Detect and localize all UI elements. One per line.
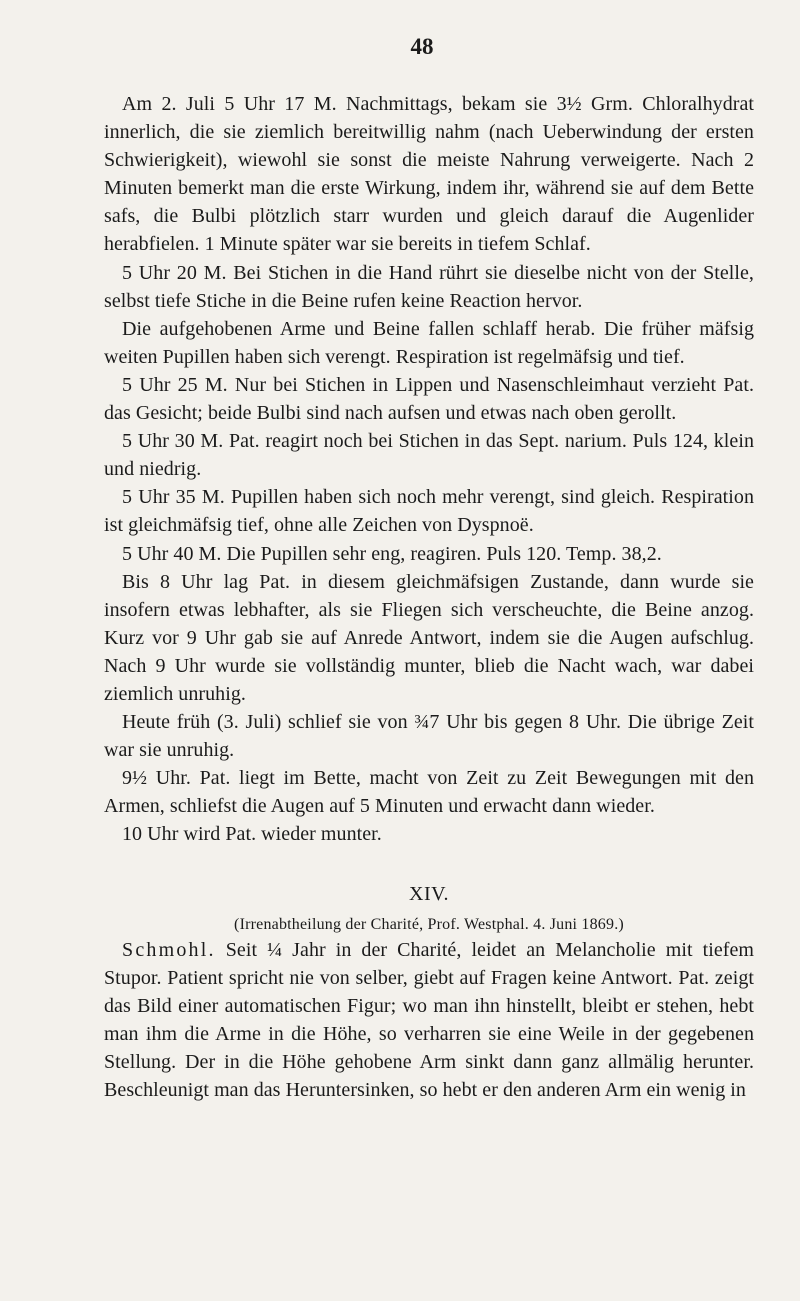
paragraph: 10 Uhr wird Pat. wieder munter. [122,823,382,846]
section-heading: XIV. [409,882,449,905]
paragraph: 5 Uhr 25 M. Nur bei Stichen in Lippen und Nasenschleimhaut verzieht Pat. das Gesicht; beide Bulbi sind nach aufsen und etwas nach oben gerollt. [104,373,754,425]
section-subheading: (Irrenabtheilung der Charité, Prof. Westphal. 4. Juni 1869.) [234,915,624,933]
paragraph: 5 Uhr 35 M. Pupillen haben sich noch mehr verengt, sind gleich. Respiration ist gleichmäfsig tief, ohne alle Zeichen von Dyspnoë. [104,486,754,537]
paragraph: 5 Uhr 20 M. Bei Stichen in die Hand rührt sie dieselbe nicht von der Stelle, selbst tiefe Stiche in die Beine rufen keine Reaction hervor. [104,261,754,312]
paragraph: Die aufgehobenen Arme und Beine fallen schlaff herab. Die früher mäfsig weiten Pupillen haben sich verengt. Respiration ist regelmäfsig und tief. [104,317,754,368]
case-text: Seit ¼ Jahr in der Charité, leidet an Melancholie mit tiefem Stupor. Patient spricht nie von selber, giebt auf Fragen keine Antwort. Pat. zeigt das Bild einer automatischen Figur; wo man ihn hinstellt, bleibt er stehen, hebt man ihm die Arme in die Höhe, so verharren sie eine Weile in der gegebenen Stellung. Der in die Höhe gehobene Arm sinkt dann ganz allmälig herunter. Beschleunigt man das Heruntersinken, so hebt er den anderen Arm ein wenig in [104,938,754,1101]
patient-name: Schmohl. [122,938,216,961]
page-number: 48 [410,34,434,59]
paragraph: 5 Uhr 30 M. Pat. reagirt noch bei Stichen in das Sept. narium. Puls 124, klein und niedrig. [104,430,754,481]
paragraph: Am 2. Juli 5 Uhr 17 M. Nachmittags, bekam sie 3½ Grm. Chloralhydrat innerlich, die sie ziemlich bereitwillig nahm (nach Ueberwindung der ersten Schwierigkeit), wiewohl sie sonst die meiste Nahrung verweigerte. Nach 2 Minuten bemerkt man die erste Wirkung, indem ihr, während sie auf dem Bette safs, die Bulbi plötzlich starr wurden und gleich darauf die Augenlider herabfielen. 1 Minute später war sie bereits in tiefem Schlaf. [104,93,754,256]
paragraph: Bis 8 Uhr lag Pat. in diesem gleichmäfsigen Zustande, dann wurde sie insofern etwas lebhafter, als sie Fliegen sich verscheuchte, die Beine anzog. Kurz vor 9 Uhr gab sie auf Anrede Antwort, indem sie die Augen aufschlug. Nach 9 Uhr wurde sie vollständig munter, blieb die Nacht wach, war dabei ziemlich unruhig. [104,570,754,705]
paragraph: 5 Uhr 40 M. Die Pupillen sehr eng, reagiren. Puls 120. Temp. 38,2. [122,542,662,565]
case-paragraph [104,936,754,1105]
paragraph: 9½ Uhr. Pat. liegt im Bette, macht von Zeit zu Zeit Bewegungen mit den Armen, schliefst die Augen auf 5 Minuten und erwacht dann wieder. [104,767,754,818]
paragraph: Heute früh (3. Juli) schlief sie von ¾7 Uhr bis gegen 8 Uhr. Die übrige Zeit war sie unruhig. [104,711,754,762]
